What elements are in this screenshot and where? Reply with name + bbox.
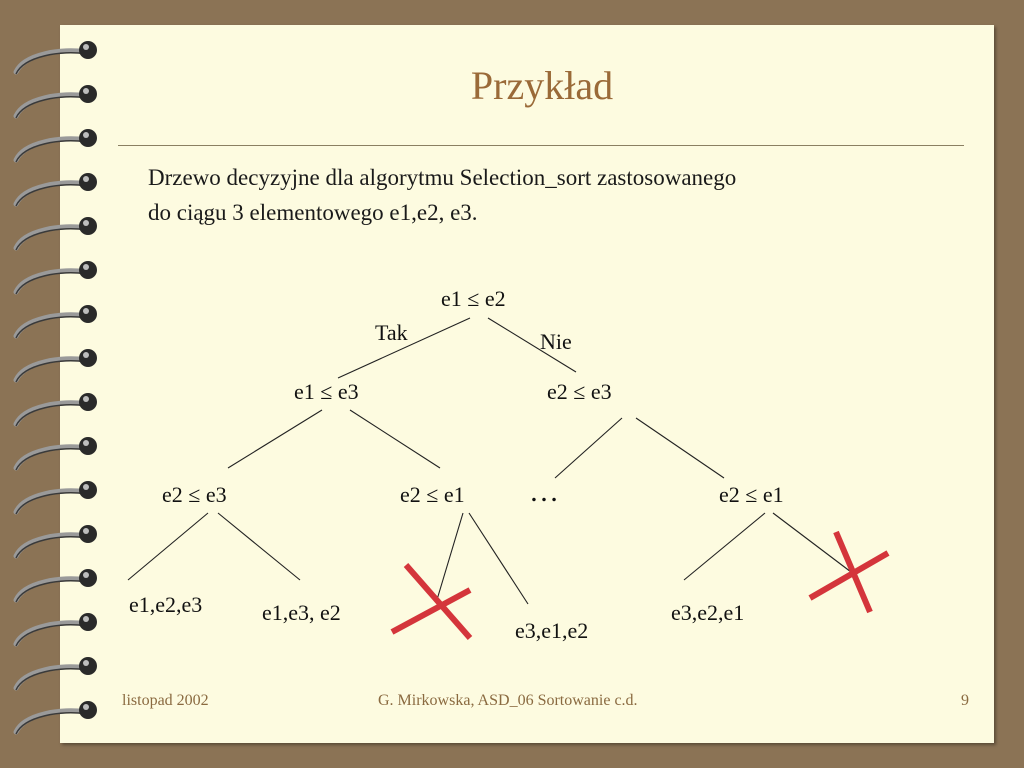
branch-label-no: Nie — [540, 329, 572, 354]
footer-author: G. Mirkowska, ASD_06 Sortowanie c.d. — [378, 692, 638, 709]
node-root: e1 ≤ e2 — [441, 286, 506, 311]
cross-mark-right — [810, 532, 888, 612]
cross-mark-left — [392, 565, 470, 638]
leaf-1: e1,e2,e3 — [129, 592, 203, 617]
description-line-2: do ciągu 3 elementowego e1,e2, e3. — [148, 200, 478, 225]
edge-lr-crossed — [436, 513, 463, 603]
description-line-1: Drzewo decyzyjne dla algorytmu Selection_sort zastosowanego — [148, 165, 737, 190]
edge-rr-leaf4 — [684, 513, 765, 580]
edge-right-rightright — [636, 418, 724, 478]
edge-left-leftleft — [228, 410, 322, 468]
node-right: e2 ≤ e3 — [547, 379, 612, 404]
branch-label-yes: Tak — [375, 320, 408, 345]
node-left-right: e2 ≤ e1 — [400, 482, 465, 507]
node-left: e1 ≤ e3 — [294, 379, 359, 404]
footer-date: listopad 2002 — [122, 692, 209, 709]
edge-left-leftright — [350, 410, 440, 468]
edge-lr-leaf3 — [469, 513, 528, 604]
edge-right-ellipsis — [555, 418, 622, 478]
edge-ll-leaf1 — [128, 513, 208, 580]
leaf-2: e1,e3, e2 — [262, 600, 341, 625]
slide-title: Przykład — [470, 63, 614, 108]
node-ellipsis: … — [529, 475, 559, 508]
node-right-right: e2 ≤ e1 — [719, 482, 784, 507]
leaf-3: e3,e1,e2 — [515, 618, 589, 643]
footer-page-number: 9 — [961, 692, 969, 709]
leaf-4: e3,e2,e1 — [671, 600, 745, 625]
edge-ll-leaf2 — [218, 513, 300, 580]
node-left-left: e2 ≤ e3 — [162, 482, 227, 507]
